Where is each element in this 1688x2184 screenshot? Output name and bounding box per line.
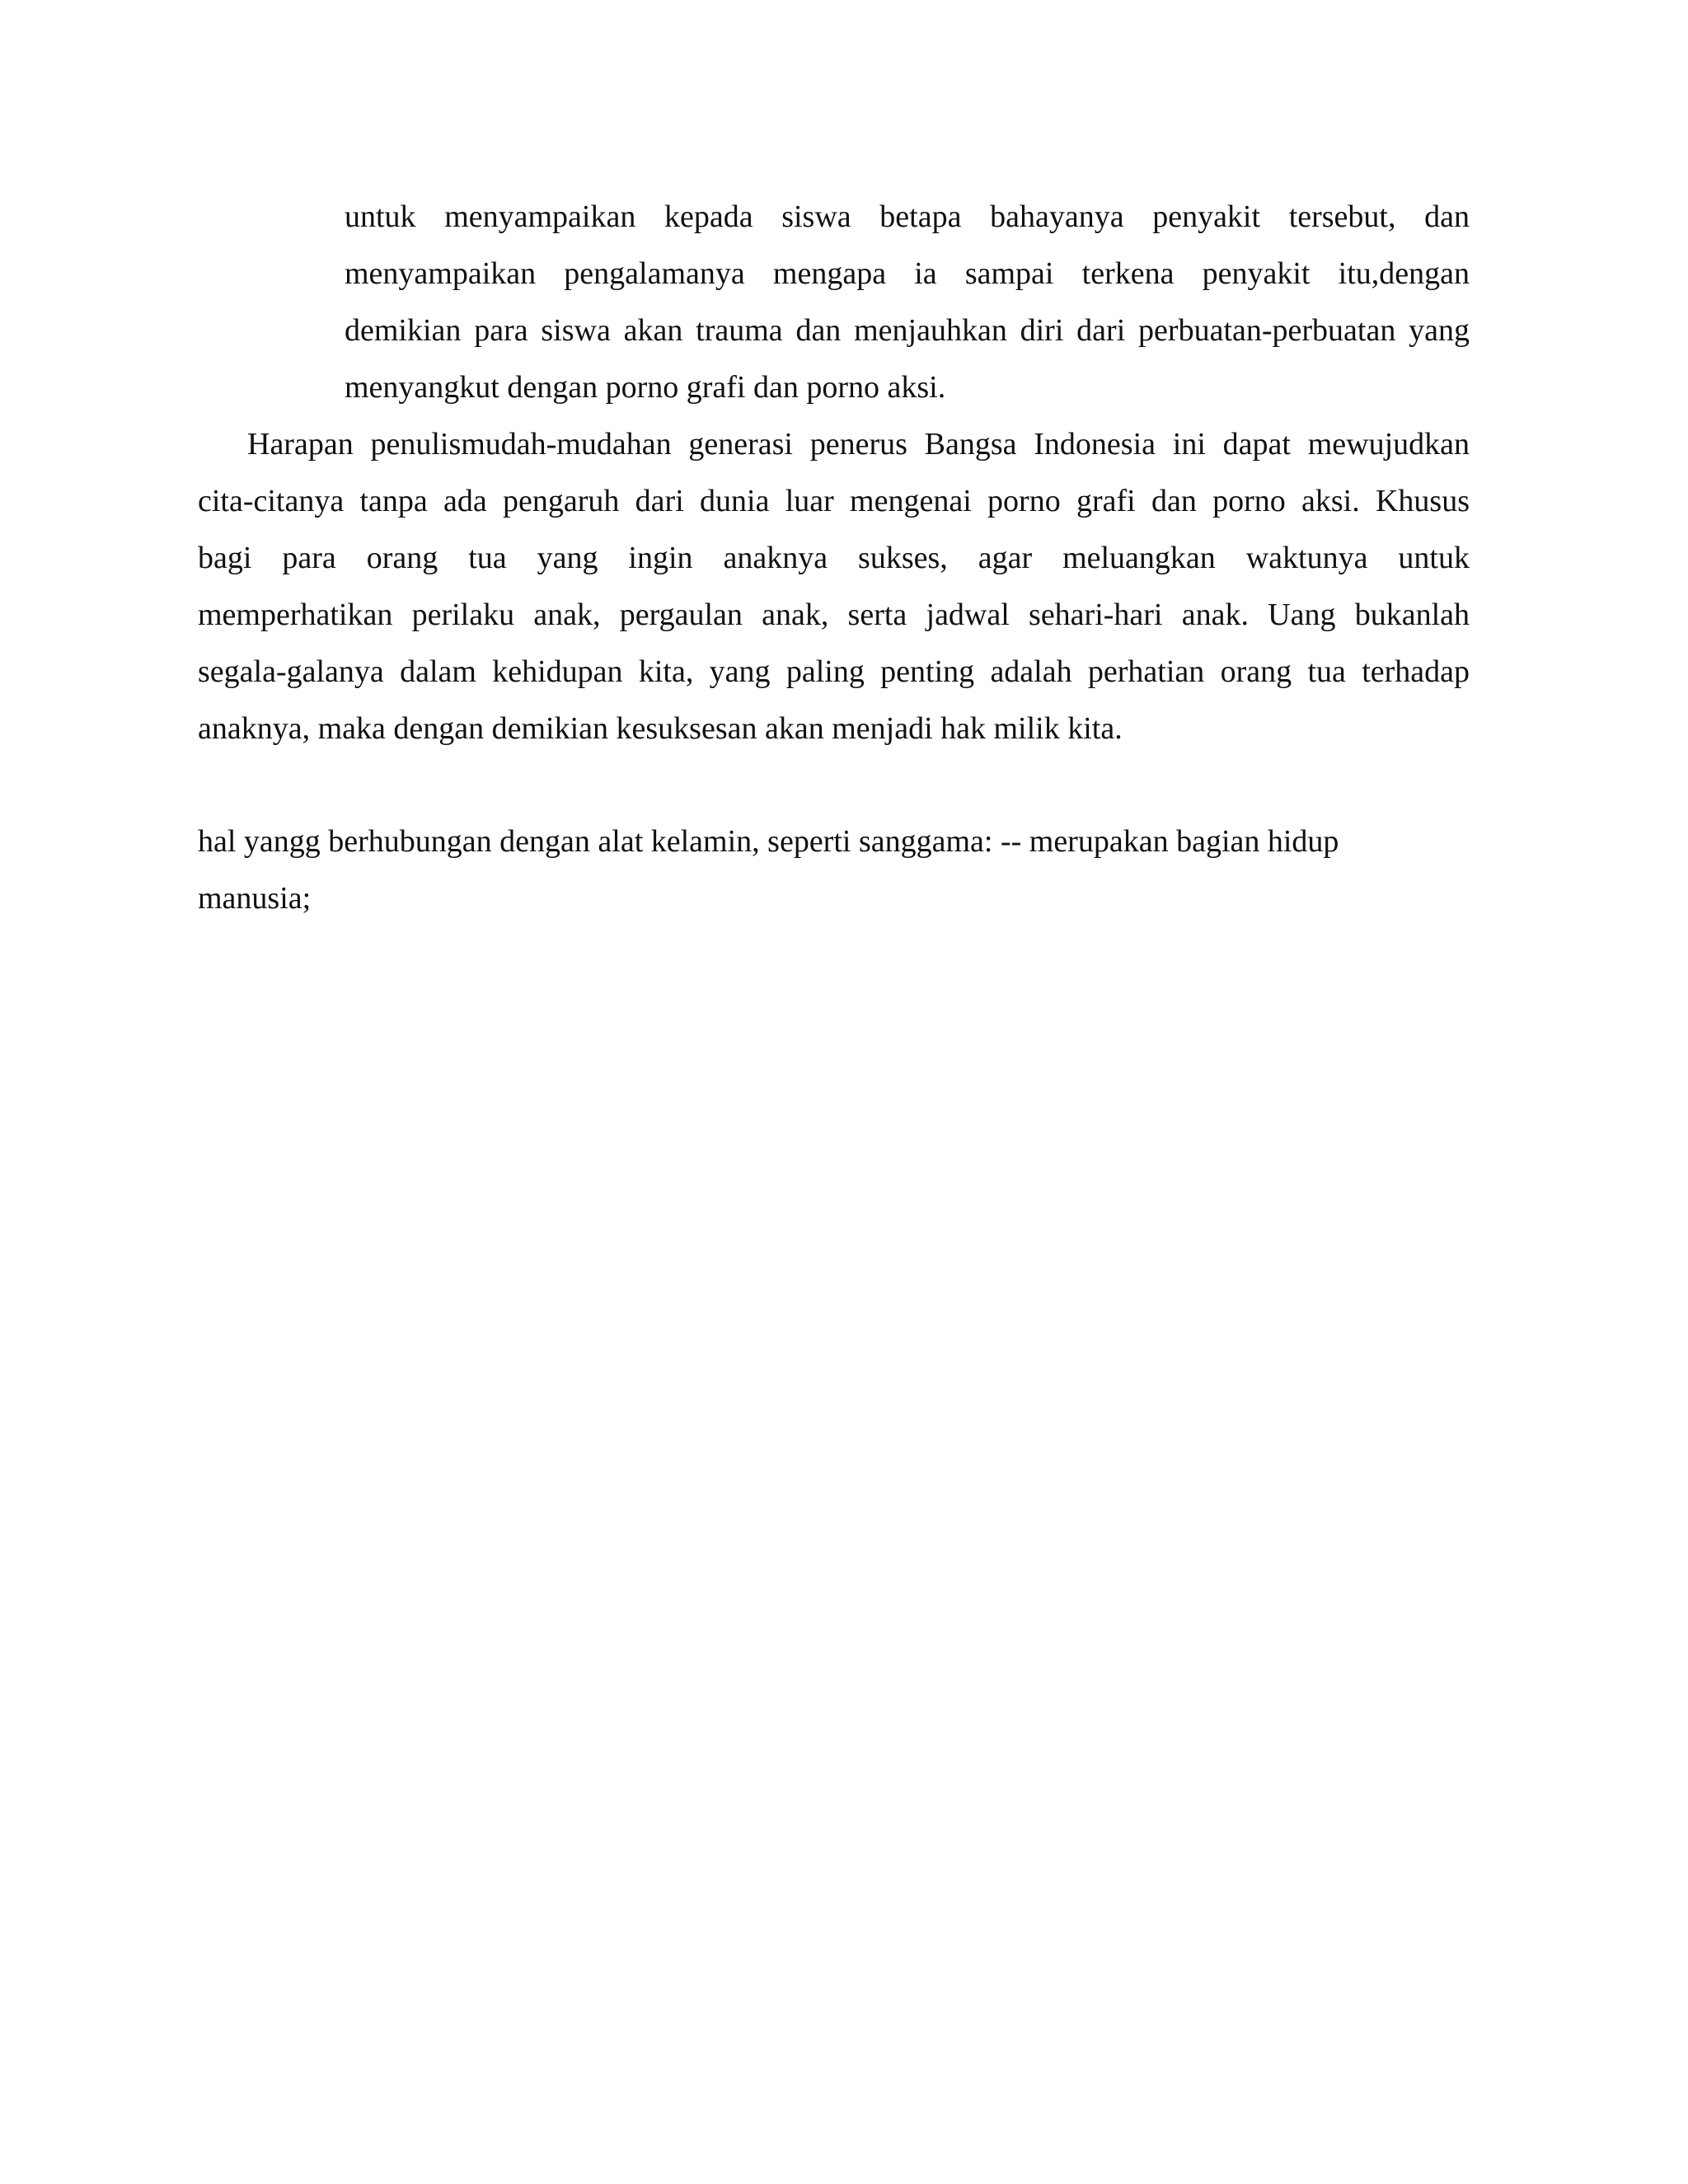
paragraph-line: untuk menyampaikan kepada siswa betapa bahayanya penyakit tersebut, dan xyxy=(345,199,1470,234)
paragraph-line: menyangkut dengan porno grafi dan porno aksi. xyxy=(345,370,946,405)
definition-note xyxy=(198,813,1470,927)
paragraph-line: demikian para siswa akan trauma dan menjauhkan diri dari perbuatan-perbuatan yang xyxy=(345,313,1470,348)
paragraph-line: Harapan penulismudah-mudahan generasi penerus Bangsa Indonesia ini dapat mewujudkan xyxy=(247,427,1470,462)
paragraph-line: menyampaikan pengalamanya mengapa ia sampai terkena penyakit itu,dengan xyxy=(345,256,1470,291)
paragraph-line: memperhatikan perilaku anak, pergaulan anak, serta jadwal sehari-hari anak. Uang bukanlah xyxy=(198,598,1470,632)
paragraph-line: anaknya, maka dengan demikian kesuksesan akan menjadi hak milik kita. xyxy=(198,711,1123,746)
paragraph-line: cita-citanya tanpa ada pengaruh dari dunia luar mengenai porno grafi dan porno aksi. Khusus xyxy=(198,484,1470,518)
closing-paragraph xyxy=(198,416,1470,757)
paragraph-line: segala-galanya dalam kehidupan kita, yang paling penting adalah perhatian orang tua terhadap xyxy=(198,654,1470,689)
paragraph-line: bagi para orang tua yang ingin anaknya sukses, agar meluangkan waktunya untuk xyxy=(198,541,1470,575)
note-line: manusia; xyxy=(198,881,312,916)
note-line: hal yangg berhubungan dengan alat kelamin, seperti sanggama: -- merupakan bagian hidup xyxy=(198,824,1339,859)
continued-paragraph xyxy=(345,189,1470,416)
